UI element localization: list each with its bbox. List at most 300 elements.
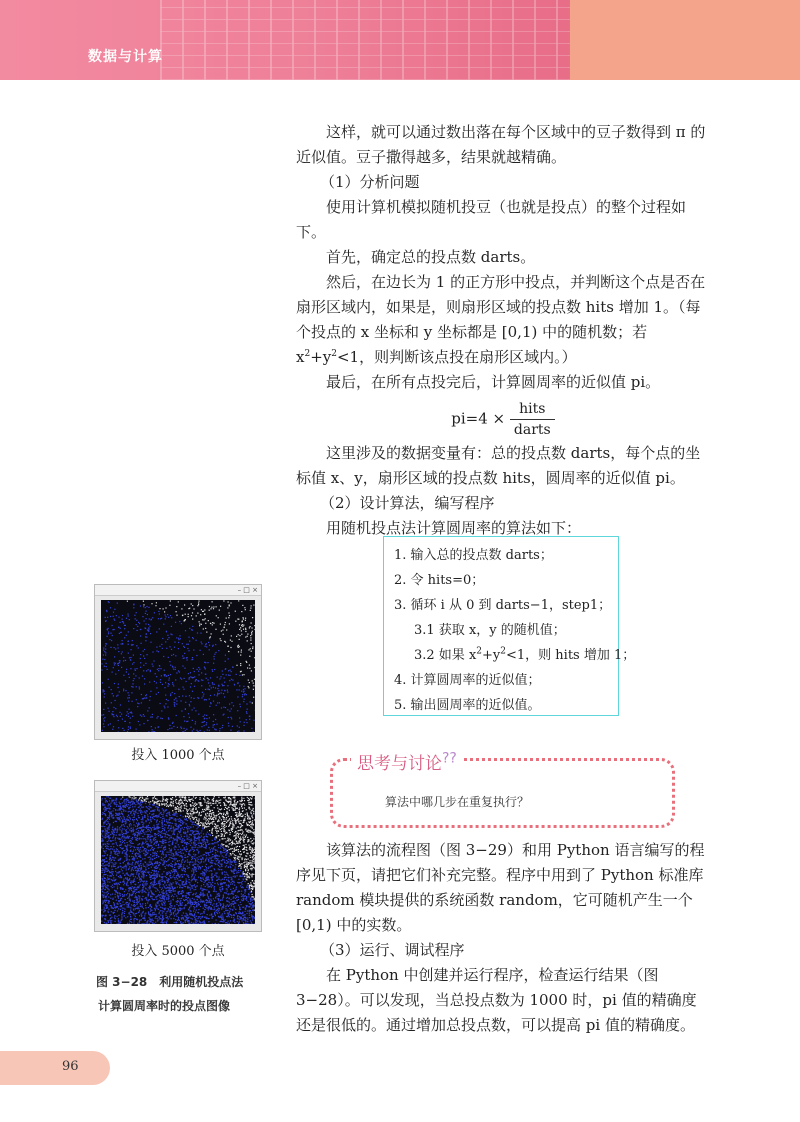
dart-outside	[237, 856, 238, 857]
dart-outside	[232, 831, 233, 832]
dart-inside	[147, 902, 148, 903]
dart-inside	[219, 702, 220, 703]
dart-inside	[240, 721, 241, 722]
dart-outside	[223, 821, 224, 822]
dart-outside	[246, 849, 247, 850]
dart-inside	[173, 812, 174, 813]
dart-inside	[113, 716, 114, 717]
dart-inside	[147, 864, 148, 865]
dart-inside	[163, 890, 164, 891]
dart-inside	[143, 877, 144, 878]
dart-inside	[136, 612, 137, 613]
dart-inside	[141, 716, 142, 717]
dart-outside	[229, 830, 230, 831]
dart-inside	[251, 908, 252, 909]
dart-inside	[129, 893, 130, 894]
dart-inside	[242, 696, 243, 697]
dart-inside	[201, 726, 202, 727]
dart-inside	[122, 821, 123, 822]
dart-outside	[224, 827, 225, 828]
dart-outside	[193, 796, 194, 797]
dart-inside	[136, 897, 137, 898]
dart-inside	[239, 704, 240, 705]
dart-outside	[230, 853, 231, 854]
dart-inside	[105, 919, 106, 920]
dart-inside	[191, 677, 192, 678]
dart-inside	[222, 899, 223, 900]
dart-inside	[170, 914, 171, 915]
dart-inside	[146, 849, 147, 850]
dart-outside	[211, 607, 212, 608]
dart-inside	[180, 830, 181, 831]
dart-inside	[178, 689, 179, 690]
dart-outside	[251, 841, 252, 842]
dart-inside	[113, 612, 114, 613]
dart-outside	[166, 806, 167, 807]
dart-outside	[239, 629, 240, 630]
dart-outside	[232, 826, 233, 827]
dart-inside	[104, 874, 105, 875]
dart-outside	[249, 830, 250, 831]
dart-inside	[107, 911, 108, 912]
dart-inside	[147, 923, 148, 924]
dart-inside	[125, 690, 126, 691]
dart-outside	[178, 601, 179, 602]
dart-inside	[105, 643, 106, 644]
dart-inside	[115, 821, 116, 822]
dart-inside	[156, 827, 157, 828]
dart-inside	[142, 816, 143, 817]
dart-inside	[246, 896, 247, 897]
dart-inside	[137, 838, 138, 839]
dart-inside	[158, 828, 159, 829]
dart-outside	[239, 861, 240, 862]
dart-inside	[133, 802, 134, 803]
dart-inside	[112, 693, 113, 694]
dart-inside	[142, 676, 143, 677]
dart-inside	[142, 891, 143, 892]
dart-inside	[220, 887, 221, 888]
dart-inside	[150, 836, 151, 837]
dart-inside	[188, 877, 189, 878]
dart-inside	[123, 824, 124, 825]
dart-inside	[178, 884, 179, 885]
dart-inside	[204, 699, 205, 700]
dart-outside	[191, 811, 192, 812]
dart-inside	[166, 893, 167, 894]
dart-inside	[148, 731, 149, 732]
dart-inside	[168, 825, 169, 826]
dart-inside	[152, 886, 153, 887]
dart-outside	[182, 796, 183, 797]
dart-inside	[145, 867, 146, 868]
dart-inside	[159, 897, 160, 898]
dart-outside	[238, 837, 239, 838]
dart-inside	[118, 915, 119, 916]
dart-outside	[194, 806, 195, 807]
dart-inside	[239, 919, 240, 920]
dart-inside	[186, 657, 187, 658]
dart-inside	[246, 898, 247, 899]
dart-inside	[171, 866, 172, 867]
dart-inside	[120, 704, 121, 705]
dart-inside	[188, 867, 189, 868]
dart-inside	[173, 685, 174, 686]
dart-inside	[125, 660, 126, 661]
dart-inside	[178, 912, 179, 913]
dart-inside	[120, 903, 121, 904]
dart-inside	[121, 818, 122, 819]
dart-inside	[210, 695, 211, 696]
dart-inside	[137, 703, 138, 704]
dart-inside	[125, 811, 126, 812]
dart-inside	[174, 702, 175, 703]
dart-inside	[204, 725, 205, 726]
dart-outside	[218, 617, 219, 618]
dart-inside	[141, 865, 142, 866]
dart-inside	[204, 906, 205, 907]
dart-inside	[106, 871, 107, 872]
dart-outside	[241, 799, 242, 800]
dart-inside	[105, 655, 106, 656]
dart-inside	[249, 910, 250, 911]
dart-outside	[217, 830, 218, 831]
dart-inside	[228, 675, 229, 676]
dart-inside	[112, 629, 113, 630]
dart-outside	[213, 623, 214, 624]
dart-inside	[120, 858, 121, 859]
dart-inside	[111, 816, 112, 817]
dart-outside	[219, 800, 220, 801]
dart-outside	[238, 651, 239, 652]
dart-inside	[204, 917, 205, 918]
dart-inside	[124, 856, 125, 857]
dart-outside	[209, 803, 210, 804]
dart-inside	[160, 682, 161, 683]
dart-inside	[152, 617, 153, 618]
dart-outside	[175, 807, 176, 808]
dart-inside	[148, 850, 149, 851]
dart-inside	[124, 915, 125, 916]
dart-inside	[210, 677, 211, 678]
dart-inside	[152, 729, 153, 730]
dart-inside	[134, 803, 135, 804]
dart-inside	[182, 923, 183, 924]
dart-inside	[194, 908, 195, 909]
dart-inside	[226, 865, 227, 866]
dart-inside	[218, 865, 219, 866]
dart-inside	[225, 908, 226, 909]
dart-inside	[121, 837, 122, 838]
dart-outside	[223, 802, 224, 803]
plot-window-5000	[94, 780, 262, 932]
dart-inside	[144, 849, 145, 850]
dart-inside	[192, 898, 193, 899]
dart-inside	[141, 916, 142, 917]
dart-inside	[169, 875, 170, 876]
dart-inside	[245, 908, 246, 909]
dart-inside	[119, 827, 120, 828]
dart-outside	[244, 807, 245, 808]
dart-outside	[208, 807, 209, 808]
dart-inside	[131, 922, 132, 923]
dart-outside	[236, 636, 237, 637]
dart-outside	[230, 640, 231, 641]
dart-inside	[153, 881, 154, 882]
dart-inside	[192, 659, 193, 660]
dart-inside	[194, 836, 195, 837]
dart-inside	[175, 669, 176, 670]
dart-outside	[240, 671, 241, 672]
dart-inside	[149, 700, 150, 701]
dart-inside	[124, 801, 125, 802]
dart-inside	[140, 906, 141, 907]
dart-outside	[208, 803, 209, 804]
dart-outside	[220, 638, 221, 639]
dart-inside	[214, 889, 215, 890]
dart-outside	[226, 629, 227, 630]
dart-outside	[211, 830, 212, 831]
dart-inside	[138, 876, 139, 877]
dart-outside	[252, 889, 253, 890]
dart-outside	[197, 613, 198, 614]
dart-inside	[224, 690, 225, 691]
dart-outside	[235, 819, 236, 820]
dart-inside	[214, 906, 215, 907]
dart-inside	[198, 714, 199, 715]
dart-inside	[129, 722, 130, 723]
dart-inside	[132, 837, 133, 838]
dart-outside	[235, 835, 236, 836]
dart-outside	[234, 800, 235, 801]
dart-inside	[104, 659, 105, 660]
dart-outside	[199, 623, 200, 624]
dart-inside	[216, 873, 217, 874]
dart-inside	[131, 904, 132, 905]
dart-inside	[138, 912, 139, 913]
dart-outside	[215, 817, 216, 818]
dart-outside	[205, 623, 206, 624]
dart-inside	[181, 891, 182, 892]
dart-outside	[176, 611, 177, 612]
dart-outside	[205, 628, 206, 629]
dart-inside	[197, 632, 198, 633]
dart-outside	[224, 838, 225, 839]
dart-inside	[109, 814, 110, 815]
dart-inside	[118, 651, 119, 652]
dart-inside	[152, 898, 153, 899]
dart-inside	[187, 648, 188, 649]
dart-inside	[204, 874, 205, 875]
dart-inside	[140, 662, 141, 663]
dart-inside	[252, 900, 253, 901]
question-marks-icon: ??	[442, 750, 457, 767]
dart-inside	[245, 878, 246, 879]
dart-inside	[111, 811, 112, 812]
dart-inside	[177, 839, 178, 840]
dart-inside	[167, 834, 168, 835]
dart-inside	[171, 918, 172, 919]
dart-inside	[206, 715, 207, 716]
dart-inside	[140, 847, 141, 848]
discussion-label	[351, 749, 463, 774]
dart-outside	[189, 608, 190, 609]
dart-outside	[249, 807, 250, 808]
dart-inside	[154, 914, 155, 915]
dart-inside	[168, 852, 169, 853]
dart-outside	[252, 702, 253, 703]
dart-inside	[147, 837, 148, 838]
dart-inside	[158, 883, 159, 884]
dart-inside	[190, 686, 191, 687]
dart-inside	[198, 843, 199, 844]
dart-inside	[129, 826, 130, 827]
dart-inside	[172, 823, 173, 824]
dart-inside	[128, 701, 129, 702]
dart-inside	[204, 882, 205, 883]
dart-inside	[132, 716, 133, 717]
dart-outside	[144, 800, 145, 801]
dart-inside	[150, 908, 151, 909]
dart-inside	[176, 813, 177, 814]
dart-inside	[124, 913, 125, 914]
dart-inside	[105, 902, 106, 903]
dart-inside	[185, 922, 186, 923]
dart-outside	[196, 615, 197, 616]
dart-inside	[160, 718, 161, 719]
dart-outside	[191, 615, 192, 616]
dart-inside	[120, 628, 121, 629]
dart-outside	[251, 634, 252, 635]
dart-inside	[118, 670, 119, 671]
dart-inside	[188, 644, 189, 645]
dart-inside	[110, 803, 111, 804]
dart-inside	[182, 643, 183, 644]
dart-inside	[128, 631, 129, 632]
dart-inside	[178, 863, 179, 864]
dart-outside	[224, 627, 225, 628]
dart-inside	[182, 821, 183, 822]
dart-inside	[149, 899, 150, 900]
dart-inside	[125, 625, 126, 626]
dart-inside	[128, 653, 129, 654]
dart-outside	[217, 821, 218, 822]
dart-inside	[117, 695, 118, 696]
dart-inside	[155, 918, 156, 919]
dart-inside	[136, 904, 137, 905]
dart-inside	[154, 827, 155, 828]
dart-inside	[158, 856, 159, 857]
dart-outside	[132, 797, 133, 798]
dart-inside	[170, 890, 171, 891]
dart-inside	[120, 826, 121, 827]
dart-inside	[184, 908, 185, 909]
dart-inside	[112, 832, 113, 833]
dart-inside	[186, 835, 187, 836]
dart-outside	[243, 842, 244, 843]
dart-inside	[198, 918, 199, 919]
dart-inside	[226, 860, 227, 861]
dart-inside	[125, 878, 126, 879]
y-var: +y	[310, 348, 332, 366]
dart-outside	[238, 821, 239, 822]
dart-inside	[152, 817, 153, 818]
dart-inside	[140, 805, 141, 806]
dart-inside	[134, 897, 135, 898]
dart-inside	[198, 839, 199, 840]
dart-inside	[105, 835, 106, 836]
dart-inside	[145, 607, 146, 608]
dart-inside	[198, 681, 199, 682]
dart-inside	[122, 867, 123, 868]
dart-inside	[238, 868, 239, 869]
dart-inside	[161, 831, 162, 832]
dart-inside	[208, 902, 209, 903]
dart-inside	[115, 854, 116, 855]
dart-outside	[207, 826, 208, 827]
dart-inside	[134, 902, 135, 903]
dart-inside	[144, 678, 145, 679]
dart-inside	[209, 879, 210, 880]
dart-outside	[244, 839, 245, 840]
dart-inside	[168, 859, 169, 860]
dart-inside	[187, 862, 188, 863]
dart-inside	[159, 876, 160, 877]
dart-inside	[127, 916, 128, 917]
dart-outside	[176, 615, 177, 616]
dart-outside	[207, 819, 208, 820]
dart-inside	[227, 709, 228, 710]
dart-inside	[161, 892, 162, 893]
dart-inside	[114, 879, 115, 880]
dart-outside	[219, 816, 220, 817]
dart-outside	[244, 848, 245, 849]
dart-outside	[242, 626, 243, 627]
dart-inside	[189, 839, 190, 840]
dart-inside	[139, 803, 140, 804]
dart-outside	[238, 600, 239, 601]
dart-inside	[168, 918, 169, 919]
dart-inside	[169, 906, 170, 907]
dart-inside	[137, 824, 138, 825]
dart-inside	[182, 655, 183, 656]
dart-inside	[183, 892, 184, 893]
dart-outside	[226, 800, 227, 801]
dart-inside	[112, 837, 113, 838]
dart-inside	[150, 858, 151, 859]
dart-inside	[209, 645, 210, 646]
dart-inside	[132, 644, 133, 645]
dart-outside	[224, 835, 225, 836]
dart-outside	[202, 619, 203, 620]
dart-inside	[107, 841, 108, 842]
dart-inside	[105, 815, 106, 816]
dart-inside	[135, 913, 136, 914]
dart-outside	[162, 798, 163, 799]
dart-inside	[213, 891, 214, 892]
dart-inside	[202, 873, 203, 874]
dart-outside	[250, 635, 251, 636]
dart-inside	[142, 846, 143, 847]
dart-inside	[228, 859, 229, 860]
dart-inside	[228, 725, 229, 726]
dart-inside	[153, 660, 154, 661]
dart-outside	[203, 628, 204, 629]
dart-inside	[236, 674, 237, 675]
dart-inside	[115, 663, 116, 664]
dart-inside	[111, 911, 112, 912]
dart-inside	[180, 849, 181, 850]
